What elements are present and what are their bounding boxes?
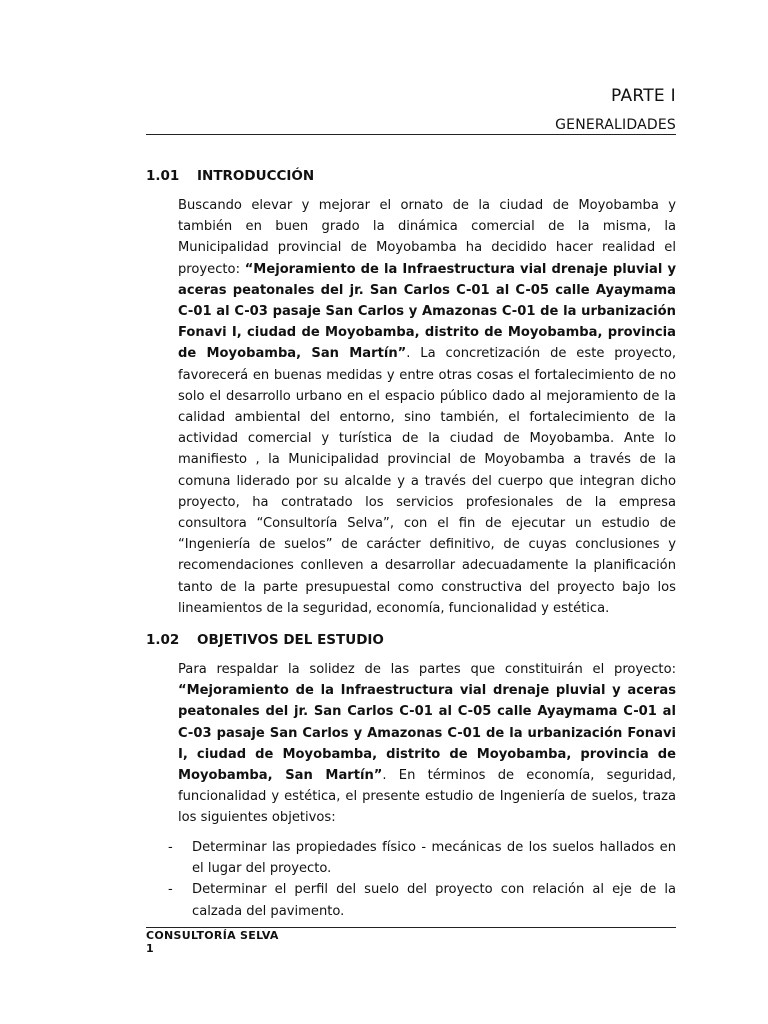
- part-subtitle: GENERALIDADES: [555, 117, 676, 133]
- section-title: OBJETIVOS DEL ESTUDIO: [197, 632, 384, 648]
- project-title-bold: “Mejoramiento de la Infraestructura vial drenaje pluvial y aceras peatonales del jr. San Carlos C-01 al C-05 calle Ayaymama C-01 al C-03 pasaje San Carlos y Amazonas C-01 de la urbanización Fonavi I, ciudad de Moyobamba, distrito de Moyobamba, provincia de Moyobamba, San Martín”: [178, 261, 676, 362]
- paragraph-text: Para respaldar la solidez de las partes que constituirán el proyecto:: [178, 662, 676, 677]
- bullet-dash: -: [168, 882, 173, 898]
- bullet-dash: -: [168, 840, 173, 855]
- paragraph-text: . La concretización de este proyecto, favorecerá en buenas medidas y entre otras cosas el fortalecimiento de no solo el desarrollo urbano en el espacio público dado al mejoramiento de la calidad ambiental del entorno, sino también, el fortalecimiento de la actividad comercial y turística de la ciudad de Moyobamba. Ante lo manifiesto , la Municipalidad provincial de Moyobamba a través de la comuna liderado por su alcalde y a través del cuerpo que integran dicho proyecto, ha contratado los servicios profesionales de la empresa consultora “Consultoría Selva”, con el fin de ejecutar un estudio de “Ingeniería de suelos” de carácter definitivo, de cuyas conclusiones y recomendaciones conlleven a desarrollar adecuadamente la planificación tanto de la parte presupuestal como constructiva del proyecto bajo los lineamientos de la seguridad, economía, funcionalidad y estética.: [178, 346, 676, 616]
- intro-paragraph: [178, 195, 676, 619]
- paragraph-text: . En términos de economía, seguridad, funcionalidad y estética, el presente estudio de Ingeniería de suelos, traza los siguientes objetivos:: [178, 768, 676, 826]
- header-divider: [146, 134, 676, 135]
- section-heading-introduccion: [146, 168, 314, 184]
- section-title: INTRODUCCIÓN: [197, 168, 315, 184]
- project-title-bold: “Mejoramiento de la Infraestructura vial drenaje pluvial y aceras peatonales del jr. San Carlos C-01 al C-05 calle Ayaymama C-01 al C-03 pasaje San Carlos y Amazonas C-01 de la urbanización Fonavi I, ciudad de Moyobamba, distrito de Moyobamba, provincia de Moyobamba, San Martín”: [178, 683, 676, 784]
- objectives-paragraph: [178, 659, 676, 829]
- section-heading-objetivos: [146, 632, 384, 648]
- list-item-text: Determinar las propiedades físico - mecánicas de los suelos hallados en el lugar del proyecto.: [192, 840, 676, 877]
- list-item-text: Determinar el perfil del suelo del proyecto con relación al eje de la calzada del pavimento.: [192, 882, 676, 919]
- list-item: [146, 879, 676, 921]
- section-number: 1.01: [146, 168, 180, 184]
- page-number: 1: [146, 942, 154, 955]
- part-title: PARTE I: [610, 86, 676, 106]
- section-number: 1.02: [146, 632, 180, 648]
- footer-divider: [146, 927, 676, 928]
- objectives-list: [146, 837, 676, 922]
- footer-company: CONSULTORÍA SELVA: [146, 929, 279, 942]
- list-item: [146, 837, 676, 879]
- paragraph-text: Buscando elevar y mejorar el ornato de la ciudad de Moyobamba y también en buen grado la dinámica comercial de la misma, la Municipalidad provincial de Moyobamba ha decidido hacer realidad el proyecto:: [178, 198, 676, 277]
